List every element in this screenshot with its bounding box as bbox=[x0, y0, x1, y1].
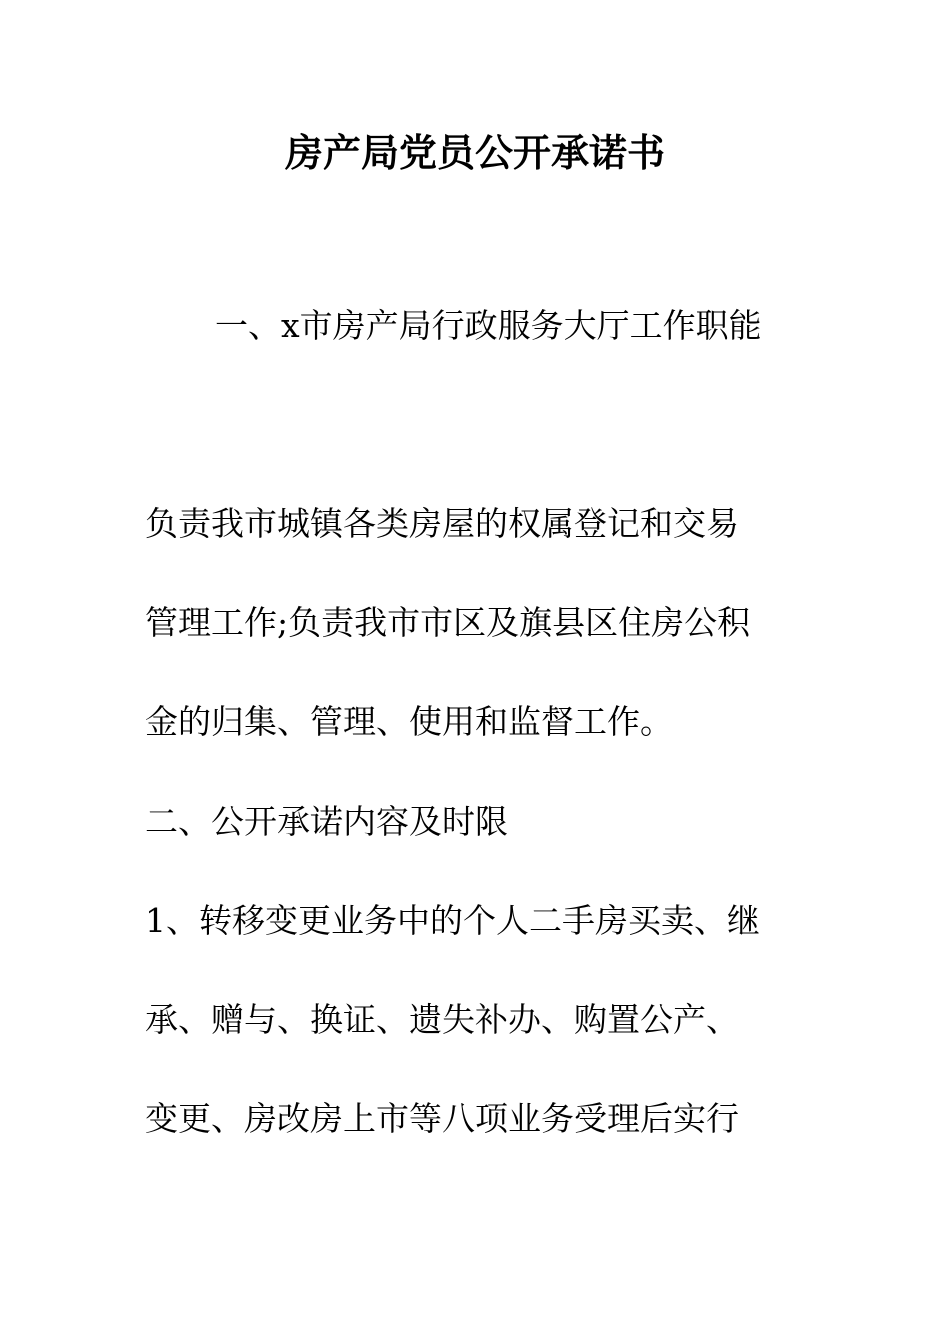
paragraph-line: 管理工作;负责我市市区及旗县区住房公积 bbox=[145, 603, 751, 642]
document-title: 房产局党员公开承诺书 bbox=[284, 130, 665, 175]
section-heading-1: 一、x市房产局行政服务大厅工作职能 bbox=[215, 306, 762, 345]
paragraph-line: 金的归集、管理、使用和监督工作。 bbox=[145, 702, 673, 741]
paragraph-line: 负责我市城镇各类房屋的权属登记和交易 bbox=[145, 504, 739, 543]
paragraph-line: 承、赠与、换证、遗失补办、购置公产、 bbox=[145, 1000, 739, 1039]
section-heading-2: 二、公开承诺内容及时限 bbox=[145, 802, 508, 841]
paragraph-line: 1、转移变更业务中的个人二手房买卖、继 bbox=[145, 901, 760, 940]
paragraph-line: 变更、房改房上市等八项业务受理后实行 bbox=[145, 1099, 739, 1138]
